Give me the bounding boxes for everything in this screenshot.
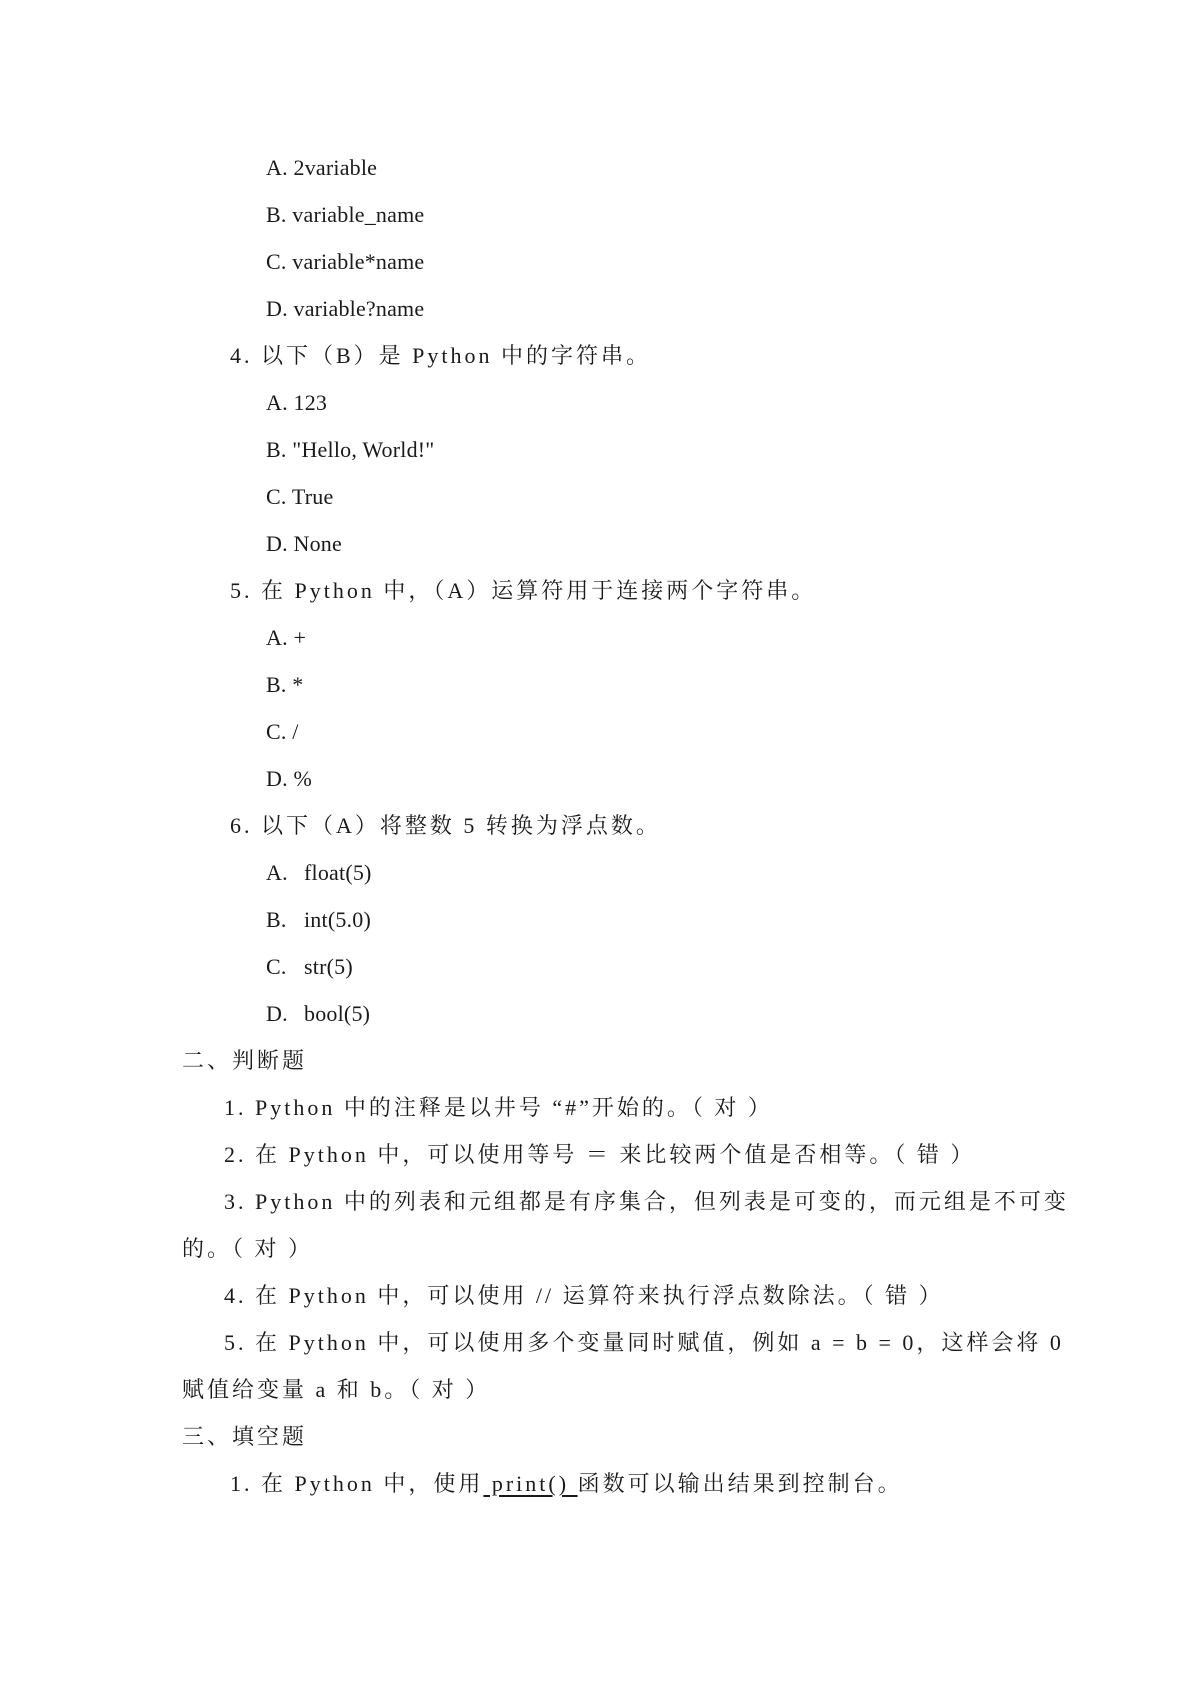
option-text: bool(5) xyxy=(304,1001,371,1026)
q4-option-b: B. "Hello, World!" xyxy=(266,437,435,462)
q4-option-a: A. 123 xyxy=(266,390,328,415)
section3-title: 三、填空题 xyxy=(182,1424,308,1449)
q3-option-d: D. variable?name xyxy=(266,296,425,321)
q5-option-b: B. * xyxy=(266,672,304,697)
option-text: float(5) xyxy=(304,860,372,885)
q4-stem: 4. 以下（B）是 Python 中的字符串。 xyxy=(230,343,652,368)
option-key: B. xyxy=(266,907,287,932)
q6-option-d xyxy=(266,999,370,1029)
q6-option-b xyxy=(266,905,371,935)
q3-option-b: B. variable_name xyxy=(266,202,425,227)
tf-item-1: 1. Python 中的注释是以井号 “#”开始的。（ 对 ） xyxy=(224,1095,773,1120)
option-text: int(5.0) xyxy=(304,907,371,932)
q5-option-d: D. % xyxy=(266,766,313,791)
q6-option-c xyxy=(266,952,353,982)
q5-option-a: A. + xyxy=(266,625,307,650)
q5-stem: 5. 在 Python 中，（A）运算符用于连接两个字符串。 xyxy=(230,578,817,603)
tf-item-2: 2. 在 Python 中，可以使用等号 ＝ 来比较两个值是否相等。（ 错 ） xyxy=(224,1142,976,1167)
q6-stem: 6. 以下（A）将整数 5 转换为浮点数。 xyxy=(230,813,661,838)
tf-item-5-line1: 5. 在 Python 中，可以使用多个变量同时赋值，例如 a = b = 0，这样会将 0 xyxy=(224,1330,1064,1355)
tf-item-5-line2: 赋值给变量 a 和 b。（ 对 ） xyxy=(182,1377,491,1402)
q4-option-d: D. None xyxy=(266,531,342,556)
fill-item-1 xyxy=(230,1469,903,1499)
q4-option-c: C. True xyxy=(266,484,334,509)
tf-item-4: 4. 在 Python 中，可以使用 // 运算符来执行浮点数除法。（ 错 ） xyxy=(224,1283,944,1308)
q3-option-a: A. 2variable xyxy=(266,155,378,180)
q3-option-c: C. variable*name xyxy=(266,249,425,274)
tf-item-3-line2: 的。（ 对 ） xyxy=(182,1236,314,1261)
tf-item-3-line1: 3. Python 中的列表和元组都是有序集合，但列表是可变的，而元组是不可变 xyxy=(224,1189,1069,1214)
q6-option-a xyxy=(266,858,372,888)
option-key: A. xyxy=(266,860,288,885)
section2-title: 二、判断题 xyxy=(182,1048,308,1073)
fill-item-suffix: 函数可以输出结果到控制台。 xyxy=(577,1471,903,1496)
fill-blank-answer: print() xyxy=(483,1471,578,1496)
q5-option-c: C. / xyxy=(266,719,299,744)
fill-item-prefix: 1. 在 Python 中，使用 xyxy=(230,1471,484,1496)
option-key: C. xyxy=(266,954,287,979)
option-key: D. xyxy=(266,1001,288,1026)
option-text: str(5) xyxy=(304,954,353,979)
